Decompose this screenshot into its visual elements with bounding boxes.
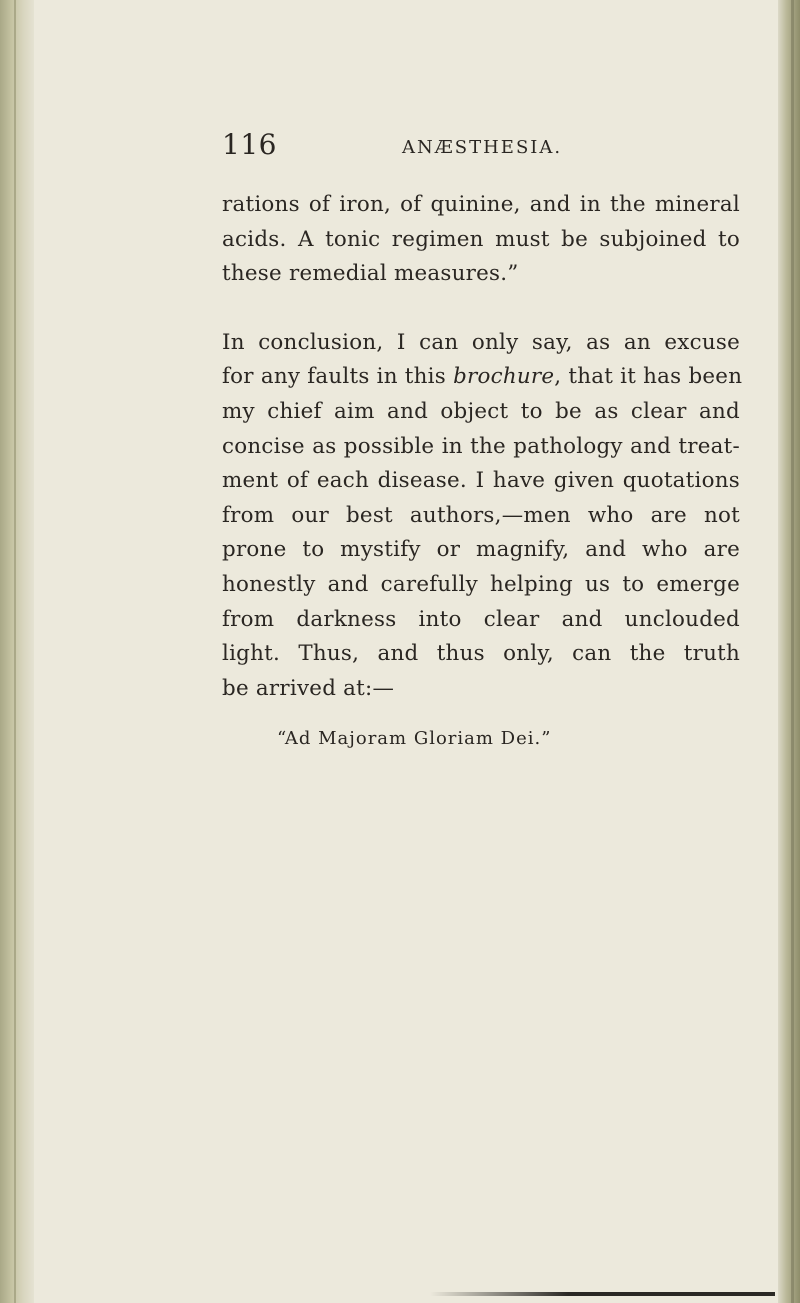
page-number: 116 xyxy=(222,128,277,161)
latin-motto: “Ad Majoram Gloriam Dei.” xyxy=(277,728,552,749)
text-line: my chief aim and object to be as clear and xyxy=(222,398,740,424)
text-line: honestly and carefully helping us to emerge xyxy=(222,571,740,597)
text-line: In conclusion, I can only say, as an excuse xyxy=(222,329,740,355)
spine-edge-line xyxy=(14,0,16,1303)
text-line: these remedial measures.” xyxy=(222,261,519,287)
running-head: ANÆSTHESIA. xyxy=(402,137,563,158)
italic-term: brochure xyxy=(453,364,555,390)
text-line: light. Thus, and thus only, can the truth xyxy=(222,641,740,667)
text-line: ment of each disease. I have given quotations xyxy=(222,468,740,494)
text-line: rations of iron, of quinine, and in the mineral xyxy=(222,192,740,217)
text-line: concise as possible in the pathology and treat- xyxy=(222,433,740,459)
text-segment: , that it has been xyxy=(554,364,743,390)
paragraph-2 xyxy=(222,326,743,707)
body-text xyxy=(222,188,743,706)
text-line: acids. A tonic regimen must be subjoined to xyxy=(222,226,740,252)
paragraph-1 xyxy=(222,188,740,292)
text-segment: for any faults in this xyxy=(222,364,454,390)
page-right-edge-line xyxy=(791,0,794,1303)
book-spine-shadow xyxy=(0,0,34,1303)
text-line: from our best authors,—men who are not xyxy=(222,502,740,528)
text-line: prone to mystify or magnify, and who are xyxy=(222,537,740,563)
text-line: be arrived at:— xyxy=(222,675,395,701)
text-line-with-italic xyxy=(222,360,743,395)
bottom-edge-shadow xyxy=(430,1292,775,1296)
page-right-edge xyxy=(778,0,800,1303)
text-line: from darkness into clear and unclouded xyxy=(222,606,740,632)
